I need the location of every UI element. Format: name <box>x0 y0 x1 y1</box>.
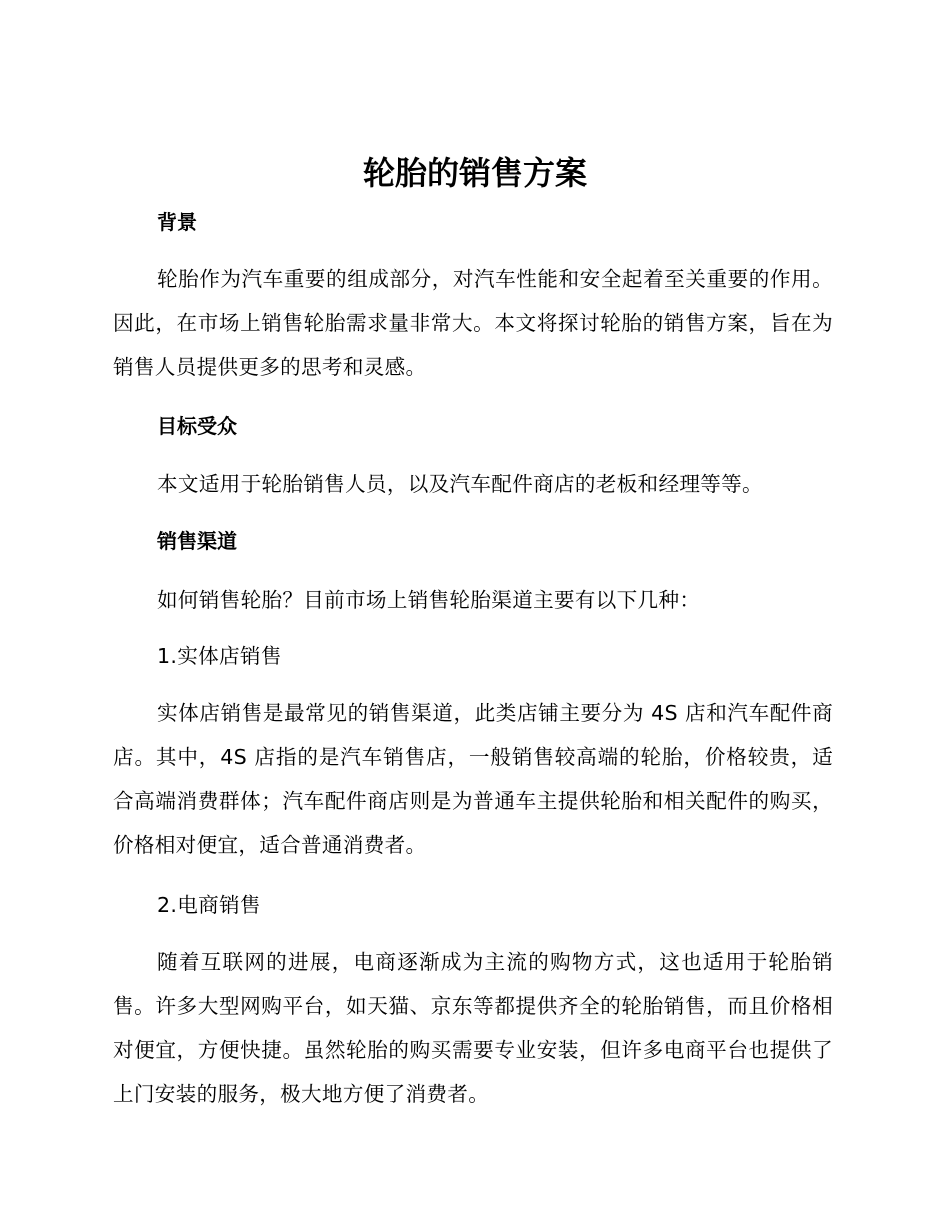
audience-paragraph: 本文适用于轮胎销售人员，以及汽车配件商店的老板和经理等等。 <box>157 472 763 496</box>
audience-heading: 目标受众 <box>157 414 237 438</box>
channels-intro-paragraph: 如何销售轮胎？目前市场上销售轮胎渠道主要有以下几种： <box>157 588 701 612</box>
channel1-title: 1.实体店销售 <box>157 644 282 668</box>
channels-heading: 销售渠道 <box>157 529 237 553</box>
channel2-paragraph: 随着互联网的进展，电商逐渐成为主流的购物方式，这也适用于轮胎销售。许多大型网购平台，如天猫、京东等都提供齐全的轮胎销售，而且价格相对便宜，方便快捷。虽然轮胎的购买需要专业安装，但许多电商平台也提供了上门安装的服务，极大地方便了消费者。 <box>113 950 833 1106</box>
document-title: 轮胎的销售方案 <box>362 154 587 192</box>
background-heading: 背景 <box>157 210 197 234</box>
background-paragraph: 轮胎作为汽车重要的组成部分，对汽车性能和安全起着至关重要的作用。因此，在市场上销售轮胎需求量非常大。本文将探讨轮胎的销售方案，旨在为销售人员提供更多的思考和灵感。 <box>113 267 833 379</box>
channel2-title: 2.电商销售 <box>157 893 261 917</box>
channel1-paragraph: 实体店销售是最常见的销售渠道，此类店铺主要分为 4S 店和汽车配件商店。其中，4S 店指的是汽车销售店，一般销售较高端的轮胎，价格较贵，适合高端消费群体；汽车配件商店则是为普通车主提供轮胎和相关配件的购买，价格相对便宜，适合普通消费者。 <box>113 701 833 857</box>
